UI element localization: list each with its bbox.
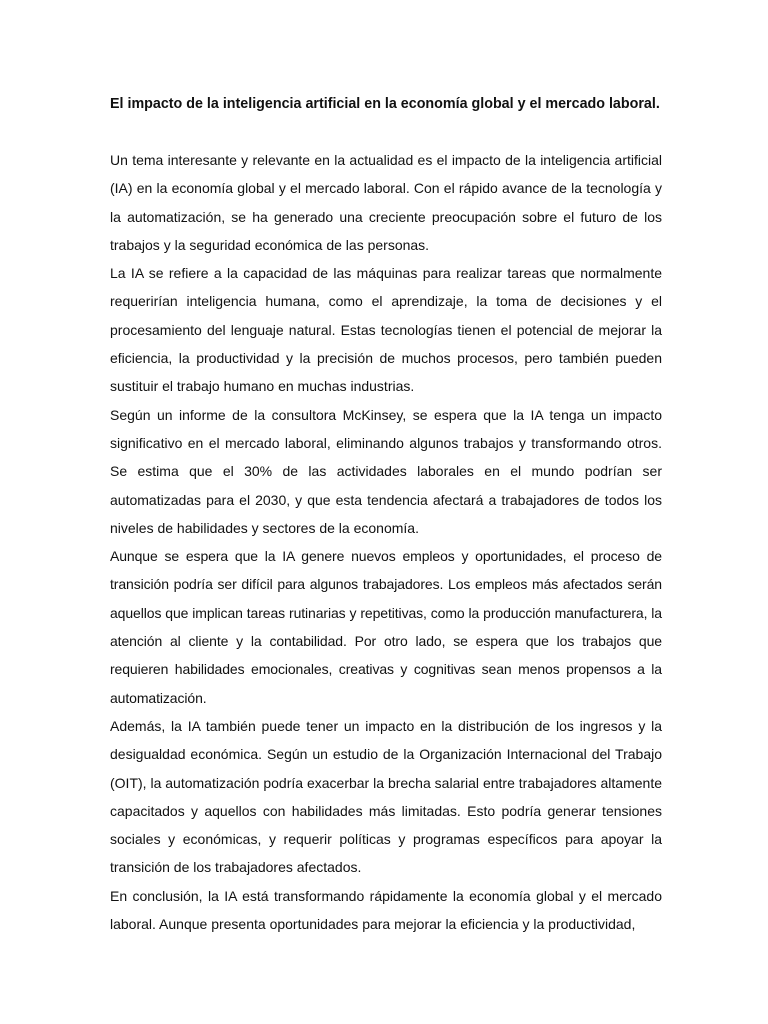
paragraph-conclusion: En conclusión, la IA está transformando rápidamente la economía global y el mercado laboral. Aunque presenta oportunidades para mejorar la eficiencia y la productividad,	[110, 887, 662, 933]
document-body	[110, 146, 662, 938]
document-title: El impacto de la inteligencia artificial en la economía global y el mercado laboral.	[110, 96, 660, 112]
paragraph-definition: La IA se refiere a la capacidad de las máquinas para realizar tareas que normalmente requerirían inteligencia humana, como el aprendizaje, la toma de decisiones y el procesamiento del lenguaje natural. Estas tecnologías tienen el potencial de mejorar la eficiencia, la productividad y la precisión de muchos procesos, pero también pueden sustituir el trabajo humano en muchas industrias.	[110, 265, 662, 395]
paragraph-inequality: Además, la IA también puede tener un impacto en la distribución de los ingresos y la desigualdad económica. Según un estudio de la Organización Internacional del Trabajo (OIT), la automatización podría exacerbar la brecha salarial entre trabajadores altamente capacitados y aquellos con habilidades más limitadas. Esto podría generar tensiones sociales y económicas, y requerir políticas y programas específicos para apoyar la transición de los trabajadores afectados.	[110, 717, 662, 876]
paragraph-transition: Aunque se espera que la IA genere nuevos empleos y oportunidades, el proceso de transición podría ser difícil para algunos trabajadores. Los empleos más afectados serán aquellos que implican tareas rutinarias y repetitivas, como la producción manufacturera, la atención al cliente y la contabilidad. Por otro lado, se espera que los trabajos que requieren habilidades emocionales, creativas y cognitivas sean menos propensos a la automatización.	[110, 548, 662, 706]
paragraph-mckinsey: Según un informe de la consultora McKinsey, se espera que la IA tenga un impacto significativo en el mercado laboral, eliminando algunos trabajos y transformando otros. Se estima que el 30% de las actividades laborales en el mundo podrían ser automatizadas para el 2030, y que esta tendencia afectará a trabajadores de todos los niveles de habilidades y sectores de la economía.	[110, 406, 662, 536]
paragraph-intro: Un tema interesante y relevante en la actualidad es el impacto de la inteligencia artificial (IA) en la economía global y el mercado laboral. Con el rápido avance de la tecnología y la automatización, se ha generado una creciente preocupación sobre el futuro de los trabajos y la seguridad económica de las personas.	[110, 152, 662, 253]
document-page	[110, 90, 662, 938]
